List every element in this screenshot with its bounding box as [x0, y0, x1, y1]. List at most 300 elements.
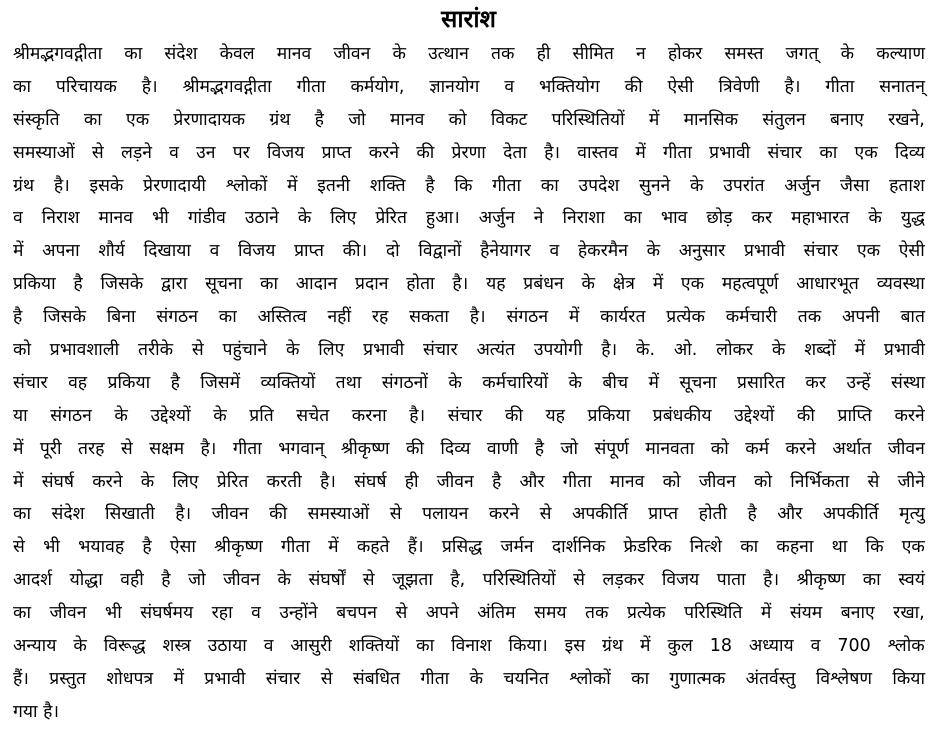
- word: से: [320, 668, 333, 689]
- word: छोड़: [706, 208, 733, 229]
- word: एक: [126, 109, 150, 130]
- word: जीवन: [436, 471, 474, 492]
- word: में: [635, 142, 646, 163]
- word: है।: [319, 471, 336, 492]
- word: संगठन: [50, 405, 92, 426]
- word: है।: [452, 274, 469, 295]
- word: सनातन्: [879, 76, 925, 97]
- word: का: [540, 175, 559, 196]
- word: हैं।: [407, 537, 424, 558]
- word: परिस्थिति: [684, 603, 743, 624]
- word: प्रकिया: [587, 405, 631, 426]
- word: चयनित: [503, 668, 549, 689]
- word: का: [416, 636, 435, 657]
- paragraph-line: [13, 268, 925, 301]
- word: का: [83, 109, 102, 130]
- paragraph-line: [13, 498, 925, 531]
- word: प्रेरणादायी: [143, 175, 206, 196]
- paragraph-line: [13, 71, 925, 104]
- word: भी: [151, 208, 169, 229]
- word: गीता: [232, 438, 262, 459]
- word: का: [13, 76, 31, 97]
- word: तरीके: [137, 340, 174, 361]
- word: की: [624, 76, 643, 97]
- word: मानव: [98, 208, 133, 229]
- word: कर्मयोग,: [350, 76, 405, 97]
- word: गांडीव: [187, 208, 226, 229]
- word: के: [392, 44, 406, 64]
- word: में: [760, 603, 772, 624]
- word: है।: [601, 340, 618, 361]
- word: प्रभावी: [883, 340, 925, 361]
- word: शोधपत्र: [106, 668, 154, 689]
- word: हेकरमैन: [577, 241, 628, 262]
- word: है: [13, 307, 23, 328]
- word: ही: [536, 44, 551, 64]
- word: गुणात्मक: [669, 668, 726, 689]
- word: अंतर्वस्तु: [745, 668, 796, 689]
- word: प्रबंधकीय: [652, 405, 712, 426]
- word: कुल: [667, 636, 693, 657]
- word: प्राप्त: [648, 504, 679, 525]
- word: कर्मचारी: [725, 307, 777, 328]
- word: भाव: [660, 208, 688, 229]
- word: करने: [488, 504, 520, 525]
- word: प्रस्तुत: [49, 668, 86, 689]
- paragraph-line: [13, 531, 925, 564]
- word: प्रदान: [354, 274, 389, 295]
- word: व्यक्तियों: [260, 372, 316, 393]
- word: करने: [368, 142, 400, 163]
- paragraph-line: [13, 466, 925, 499]
- word: में: [328, 537, 339, 558]
- word: संघर्ष: [41, 471, 74, 492]
- word: त्रिवेणी: [718, 76, 760, 97]
- word: को: [662, 471, 681, 492]
- word: कहना: [776, 537, 814, 558]
- word: संघर्षमय: [140, 603, 194, 624]
- word: प्रभावी: [743, 241, 786, 262]
- word: के: [448, 372, 462, 393]
- word: रहा: [211, 603, 233, 624]
- word: संदेश: [164, 44, 198, 64]
- word: के: [285, 340, 300, 361]
- word: संदेश: [51, 504, 85, 525]
- word: है: [534, 438, 545, 459]
- word: आदान: [295, 274, 338, 295]
- word: संस्कृति: [13, 109, 60, 130]
- word: के: [568, 372, 582, 393]
- word: आधारभूत: [796, 274, 859, 295]
- word: भी: [104, 603, 122, 624]
- word: सकता: [409, 307, 449, 328]
- word: एक: [856, 241, 881, 262]
- word: प्रसारित: [736, 372, 785, 393]
- word: संबधित: [352, 668, 400, 689]
- word: और: [777, 504, 803, 525]
- word: जर्मन: [500, 537, 534, 558]
- word: विजय: [267, 142, 305, 163]
- word: के: [868, 208, 882, 229]
- word: उन्हें: [846, 372, 871, 393]
- word: है: [747, 504, 757, 525]
- word: लिए: [318, 340, 345, 361]
- word: भगवान्: [278, 438, 325, 459]
- word: प्राप्त: [294, 241, 324, 262]
- word: प्रबंधन: [523, 274, 564, 295]
- word: जीवन: [211, 504, 249, 525]
- word: है।: [784, 76, 801, 97]
- paragraph-line: [13, 235, 925, 268]
- word: अनुसार: [678, 241, 726, 262]
- word: है: [314, 109, 324, 130]
- word: कि: [865, 537, 884, 558]
- word: अपकीर्ति: [822, 504, 879, 525]
- word: नित्शे: [689, 537, 722, 558]
- word: यह: [545, 405, 565, 426]
- word: से: [573, 570, 586, 591]
- word: रह: [371, 307, 389, 328]
- word: संगठनों: [381, 372, 428, 393]
- paragraph-line: [13, 564, 925, 597]
- word: द्वारा: [161, 274, 188, 295]
- word: के: [690, 175, 704, 196]
- word: का: [13, 504, 31, 525]
- word: किया: [892, 668, 925, 689]
- word: किया।: [508, 636, 548, 657]
- paragraph-line: [13, 433, 925, 466]
- word: की: [796, 405, 815, 426]
- word: सीमित: [572, 44, 614, 64]
- word: परिचायक: [55, 76, 117, 97]
- word: स्वयं: [898, 570, 925, 591]
- word: में: [568, 307, 580, 328]
- word: का: [819, 142, 838, 163]
- paragraph-line: [13, 170, 925, 203]
- word: पाता: [716, 570, 746, 591]
- paragraph-line: [13, 104, 925, 137]
- word: श्रीमद्भगवद्गीता: [182, 76, 272, 97]
- word: करती: [266, 471, 302, 492]
- word: संपूर्ण: [594, 438, 629, 459]
- word: कार्यरत: [600, 307, 646, 328]
- word: श्लोक: [887, 636, 925, 657]
- word: के: [771, 340, 786, 361]
- word: बनाए: [829, 109, 864, 130]
- word: समय: [534, 603, 567, 624]
- word: विजय: [238, 241, 276, 262]
- word: सिखाती: [105, 504, 155, 525]
- word: से: [91, 142, 104, 163]
- word: से: [362, 570, 375, 591]
- word: बचपन: [336, 603, 377, 624]
- word: विद्वानों: [418, 241, 462, 262]
- word: है।: [53, 175, 70, 196]
- word: प्रति: [249, 405, 274, 426]
- word: विरूद्ध: [103, 636, 146, 657]
- word: में: [652, 274, 664, 295]
- word: मानवता: [645, 438, 695, 459]
- word: श्रीकृष्ण: [214, 537, 263, 558]
- word: निराशा: [562, 208, 605, 229]
- word: अध्याय: [748, 636, 794, 657]
- word: जो: [188, 570, 206, 591]
- word: गीता: [825, 76, 855, 97]
- word: है।: [409, 405, 426, 426]
- word: प्रभावी: [204, 668, 246, 689]
- word: ऐसी: [667, 76, 694, 97]
- word: से: [867, 471, 880, 492]
- word: शब्दों: [804, 340, 836, 361]
- word: संचार: [13, 372, 48, 393]
- word: है: [491, 471, 502, 492]
- word: कर्म: [745, 438, 770, 459]
- word: है: [161, 570, 171, 591]
- word: था: [831, 537, 848, 558]
- word: उन्होंने: [279, 603, 318, 624]
- word: परिस्थितियों: [551, 109, 625, 130]
- word: की।: [342, 241, 368, 262]
- word: है: [425, 175, 435, 196]
- word: हैनेयागर: [480, 241, 531, 262]
- word: अपकीर्ति: [572, 504, 628, 525]
- word: परिस्थितियों: [482, 570, 556, 591]
- word: ही: [404, 471, 419, 492]
- word: है,: [450, 570, 466, 591]
- word: दिखाया: [143, 241, 191, 262]
- word: युद्ध: [900, 208, 925, 229]
- word: रखा,: [893, 603, 925, 624]
- word: श्लोकों: [225, 175, 268, 196]
- word: ग्रंथ: [13, 175, 35, 196]
- word: इस: [564, 636, 586, 657]
- word: करने: [894, 405, 925, 426]
- word: जीने: [897, 471, 925, 492]
- word: लड़ने: [120, 142, 152, 163]
- word: प्रेरित: [216, 471, 249, 492]
- word: जिसके: [100, 274, 144, 295]
- word: प्राप्ति: [837, 405, 872, 426]
- word: व: [209, 241, 220, 262]
- word: के: [73, 636, 87, 657]
- word: मानव: [389, 109, 425, 130]
- word: अपने: [425, 603, 459, 624]
- word: जीवन: [698, 471, 736, 492]
- word: उपयोगी: [533, 340, 583, 361]
- word: होता: [406, 274, 435, 295]
- word: कल्याण: [876, 44, 925, 64]
- word: को: [448, 109, 467, 130]
- word: पहुंचाने: [222, 340, 268, 361]
- word: का: [631, 668, 650, 689]
- word: संघर्ष: [354, 471, 387, 492]
- word: गीता: [296, 76, 326, 97]
- word: समस्याओं: [13, 142, 75, 163]
- word: प्रभावशाली: [49, 340, 120, 361]
- word: गीता: [562, 471, 592, 492]
- word: अपना: [42, 241, 80, 262]
- word: है: [142, 537, 152, 558]
- word: सुनने: [639, 175, 671, 196]
- word: जैसा: [840, 175, 870, 196]
- word: संस्था: [890, 372, 925, 393]
- word: से: [539, 504, 552, 525]
- word: हैं।: [13, 668, 29, 689]
- paragraph-line-last: गया है।: [13, 701, 60, 722]
- word: कर्मचारियों: [482, 372, 549, 393]
- word: 700: [837, 636, 871, 657]
- word: उन: [196, 142, 216, 163]
- word: जिसमें: [200, 372, 241, 393]
- word: उठाया: [207, 636, 247, 657]
- word: जूझता: [392, 570, 433, 591]
- word: है।: [469, 307, 486, 328]
- word: की: [405, 438, 424, 459]
- word: विश्लेषण: [815, 668, 872, 689]
- word: का: [13, 603, 31, 624]
- word: तरह: [78, 438, 105, 459]
- word: में: [648, 109, 660, 130]
- word: तक: [585, 603, 609, 624]
- word: के: [277, 570, 291, 591]
- word: व: [251, 603, 261, 624]
- word: होती: [698, 504, 727, 525]
- word: महाभारत: [791, 208, 850, 229]
- word: गीता: [420, 668, 450, 689]
- word: के: [140, 471, 155, 492]
- word: का: [740, 537, 759, 558]
- word: भयावह: [78, 537, 125, 558]
- word: शक्तियों: [348, 636, 400, 657]
- word: संचार: [265, 668, 301, 689]
- word: जो: [348, 109, 366, 130]
- word: संचार: [422, 340, 458, 361]
- word: एक: [680, 274, 705, 295]
- word: गीता: [492, 175, 522, 196]
- word: श्रीकृष्ण: [340, 438, 390, 459]
- paragraph-line: [13, 367, 925, 400]
- word: आसुरी: [290, 636, 332, 657]
- word: ओ.: [673, 340, 698, 361]
- word: से: [120, 438, 133, 459]
- word: ऐसी: [898, 241, 925, 262]
- word: शक्ति: [369, 175, 406, 196]
- word: अत्यंत: [476, 340, 516, 361]
- word: या: [13, 405, 28, 426]
- word: जीवन: [333, 44, 371, 64]
- word: व: [504, 76, 515, 97]
- word: उपदेश: [578, 175, 620, 196]
- word: वाणी: [486, 438, 519, 459]
- word: संघर्षों: [308, 570, 346, 591]
- word: से: [13, 537, 25, 558]
- word: प्राप्त: [321, 142, 352, 163]
- word: 18: [709, 636, 732, 657]
- word: बात: [900, 307, 925, 328]
- word: सूचना: [205, 274, 243, 295]
- word: करने: [92, 471, 123, 492]
- word: है: [73, 274, 83, 295]
- word: सचेत: [296, 405, 330, 426]
- word: के: [213, 405, 227, 426]
- word: के: [646, 241, 661, 262]
- word: से: [395, 603, 408, 624]
- word: के: [469, 668, 484, 689]
- word: अर्थात: [832, 438, 872, 459]
- word: एक: [854, 142, 878, 163]
- word: श्रीकृष्ण: [796, 570, 846, 591]
- word: का: [623, 208, 642, 229]
- paragraph-line: [13, 663, 925, 696]
- paragraph-line: [13, 630, 925, 663]
- document-title: सारांश: [441, 5, 496, 33]
- word: संगठन: [156, 307, 198, 328]
- word: देता: [503, 142, 527, 163]
- word: प्रभावी: [709, 142, 751, 163]
- word: लड़कर: [602, 570, 645, 591]
- word: निराश: [41, 208, 80, 229]
- word: मानव: [276, 44, 312, 64]
- paragraph-line: [13, 38, 925, 71]
- word: विजय: [661, 570, 700, 591]
- word: करने: [785, 438, 816, 459]
- word: में: [640, 636, 651, 657]
- word: प्रसिद्ध: [441, 537, 483, 558]
- word: के.: [636, 340, 656, 361]
- word: उद्देश्यों: [150, 405, 191, 426]
- word: संयम: [789, 603, 823, 624]
- paragraph-line: [13, 334, 925, 367]
- word: अपनी: [842, 307, 880, 328]
- word: केवल: [219, 44, 255, 64]
- word: शस्त्र: [162, 636, 191, 657]
- word: ज्ञानयोग: [429, 76, 480, 97]
- word: योद्धा: [69, 570, 103, 591]
- word: निर्भिकता: [790, 471, 850, 492]
- word: वह: [68, 372, 88, 393]
- word: में: [13, 241, 24, 262]
- word: को: [710, 438, 729, 459]
- word: लोकर: [716, 340, 754, 361]
- word: तथा: [335, 372, 362, 393]
- word: कर: [805, 372, 827, 393]
- word: ने: [533, 208, 544, 229]
- word: व्यवस्था: [876, 274, 925, 295]
- word: कि: [454, 175, 473, 196]
- word: उत्थान: [428, 44, 469, 64]
- word: प्रत्येक: [626, 603, 666, 624]
- word: विकट: [490, 109, 528, 130]
- word: की: [504, 405, 523, 426]
- word: सूचना: [679, 372, 717, 393]
- word: अर्जुन: [478, 208, 515, 229]
- word: गीता: [281, 537, 310, 558]
- abstract-paragraph: [13, 38, 925, 729]
- paragraph-line: [13, 597, 925, 630]
- word: अस्तित्व: [257, 307, 307, 328]
- word: पर: [232, 142, 250, 163]
- word: है: [170, 372, 180, 393]
- word: गीता: [663, 142, 692, 163]
- word: को: [13, 340, 31, 361]
- paragraph-line: [13, 137, 925, 170]
- word: बनाए: [840, 603, 875, 624]
- word: अंतिम: [477, 603, 516, 624]
- word: आदर्श: [13, 570, 53, 591]
- word: मृत्यु: [899, 504, 925, 525]
- word: महत्वपूर्ण: [721, 274, 779, 295]
- word: तक: [491, 44, 515, 64]
